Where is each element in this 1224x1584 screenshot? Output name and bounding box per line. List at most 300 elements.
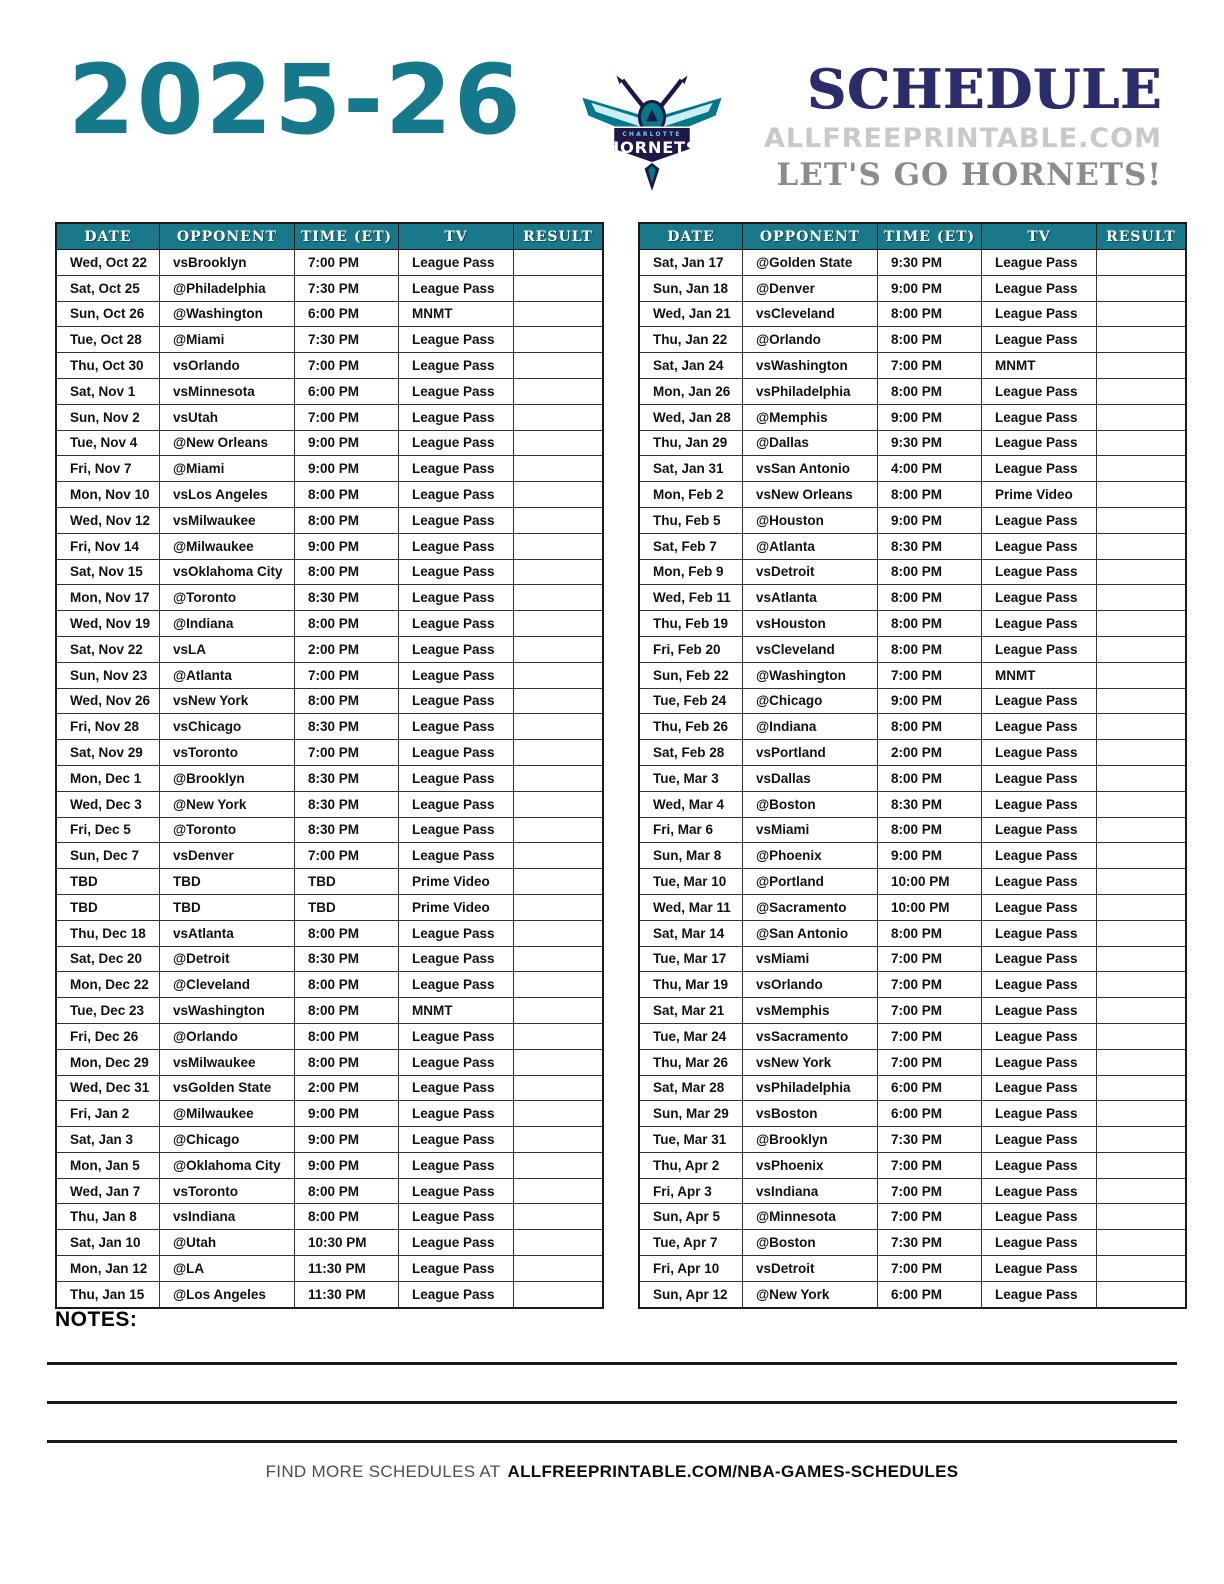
cell-opponent: vsLos Angeles <box>160 482 295 508</box>
cell-time: 7:30 PM <box>295 327 399 353</box>
table-row <box>639 894 1186 920</box>
cell-tv: League Pass <box>982 998 1097 1024</box>
notes-label: NOTES: <box>55 1308 138 1331</box>
cell-opponent: vsCleveland <box>743 301 878 327</box>
cell-date: Fri, Jan 2 <box>56 1101 160 1127</box>
cell-tv: League Pass <box>399 533 514 559</box>
cell-time: 8:00 PM <box>295 1178 399 1204</box>
cell-tv: Prime Video <box>399 894 514 920</box>
cell-result <box>1097 250 1187 276</box>
cell-opponent: @Sacramento <box>743 894 878 920</box>
cell-result <box>1097 1127 1187 1153</box>
cell-time: 9:00 PM <box>295 1101 399 1127</box>
table-row <box>56 559 603 585</box>
cell-result <box>1097 817 1187 843</box>
cell-result <box>514 1178 604 1204</box>
column-header: RESULT <box>1097 223 1187 250</box>
column-header: RESULT <box>514 223 604 250</box>
cell-time: 9:00 PM <box>878 843 982 869</box>
cell-time: 4:00 PM <box>878 456 982 482</box>
cell-time: 8:00 PM <box>295 1049 399 1075</box>
cell-tv: League Pass <box>399 404 514 430</box>
cell-date: Sun, Mar 8 <box>639 843 743 869</box>
table-row <box>639 611 1186 637</box>
table-row <box>639 1281 1186 1307</box>
table-row <box>639 301 1186 327</box>
table-row <box>639 765 1186 791</box>
cell-result <box>1097 1152 1187 1178</box>
cell-opponent: @Boston <box>743 1230 878 1256</box>
cell-result <box>1097 611 1187 637</box>
table-row <box>56 843 603 869</box>
cell-date: Sat, Jan 31 <box>639 456 743 482</box>
cell-date: Sat, Nov 1 <box>56 378 160 404</box>
cell-date: Fri, Feb 20 <box>639 636 743 662</box>
table-row <box>56 714 603 740</box>
cell-result <box>514 765 604 791</box>
cell-time: 7:30 PM <box>878 1230 982 1256</box>
table-row <box>56 611 603 637</box>
cell-opponent: @Golden State <box>743 250 878 276</box>
cell-tv: League Pass <box>982 688 1097 714</box>
cell-time: 9:00 PM <box>878 275 982 301</box>
cell-opponent: @Indiana <box>743 714 878 740</box>
cell-date: Sat, Jan 17 <box>639 250 743 276</box>
cell-date: Thu, Mar 26 <box>639 1049 743 1075</box>
cell-opponent: vsPhiladelphia <box>743 378 878 404</box>
cell-opponent: @Atlanta <box>743 533 878 559</box>
schedule-table-left <box>55 222 604 1309</box>
cell-opponent: @Miami <box>160 327 295 353</box>
table-row <box>639 1075 1186 1101</box>
cell-tv: League Pass <box>982 456 1097 482</box>
cell-time: 9:30 PM <box>878 430 982 456</box>
cell-opponent: @San Antonio <box>743 920 878 946</box>
cell-result <box>1097 1256 1187 1282</box>
cell-opponent: @New York <box>160 791 295 817</box>
cell-result <box>514 998 604 1024</box>
cell-time: 9:00 PM <box>878 688 982 714</box>
header-row <box>56 223 603 250</box>
cell-date: Fri, Nov 14 <box>56 533 160 559</box>
cell-result <box>1097 353 1187 379</box>
cell-tv: League Pass <box>399 1230 514 1256</box>
header-right <box>742 57 1162 193</box>
table-row <box>56 404 603 430</box>
cell-time: 10:00 PM <box>878 894 982 920</box>
cell-result <box>1097 533 1187 559</box>
cell-date: Mon, Feb 9 <box>639 559 743 585</box>
cell-result <box>514 327 604 353</box>
table-row <box>56 817 603 843</box>
cell-opponent: @Chicago <box>160 1127 295 1153</box>
cell-date: Fri, Mar 6 <box>639 817 743 843</box>
cell-tv: League Pass <box>399 740 514 766</box>
cell-tv: League Pass <box>399 1075 514 1101</box>
cell-tv: League Pass <box>399 507 514 533</box>
cell-time: 9:30 PM <box>878 250 982 276</box>
cell-time: 9:00 PM <box>295 430 399 456</box>
cell-time: 8:00 PM <box>295 507 399 533</box>
cell-result <box>1097 507 1187 533</box>
cell-opponent: @Memphis <box>743 404 878 430</box>
cell-opponent: @Brooklyn <box>160 765 295 791</box>
cell-result <box>514 1127 604 1153</box>
cell-opponent: @Cleveland <box>160 972 295 998</box>
cell-tv: League Pass <box>982 1152 1097 1178</box>
svg-text:HORNETS: HORNETS <box>605 138 699 158</box>
table-row <box>56 456 603 482</box>
cell-tv: League Pass <box>399 1281 514 1307</box>
cell-time: 8:30 PM <box>295 817 399 843</box>
cell-result <box>514 894 604 920</box>
cell-tv: League Pass <box>982 327 1097 353</box>
cell-date: Fri, Dec 5 <box>56 817 160 843</box>
cell-date: Thu, Jan 15 <box>56 1281 160 1307</box>
table-row <box>639 1204 1186 1230</box>
cell-opponent: @Toronto <box>160 585 295 611</box>
cell-result <box>514 611 604 637</box>
table-row <box>56 430 603 456</box>
cell-date: Fri, Apr 10 <box>639 1256 743 1282</box>
cell-tv: League Pass <box>399 250 514 276</box>
table-row <box>56 1204 603 1230</box>
cell-opponent: vsMilwaukee <box>160 507 295 533</box>
cell-time: 10:30 PM <box>295 1230 399 1256</box>
cell-opponent: vsDenver <box>160 843 295 869</box>
cell-opponent: @Washington <box>160 301 295 327</box>
cell-date: TBD <box>56 894 160 920</box>
cell-result <box>1097 946 1187 972</box>
cell-tv: League Pass <box>399 585 514 611</box>
cell-date: Sun, Dec 7 <box>56 843 160 869</box>
table-row <box>56 972 603 998</box>
cell-tv: League Pass <box>399 430 514 456</box>
cell-tv: Prime Video <box>399 869 514 895</box>
cell-time: 8:30 PM <box>295 714 399 740</box>
cell-result <box>514 1152 604 1178</box>
cell-result <box>514 920 604 946</box>
cell-tv: League Pass <box>982 1101 1097 1127</box>
cell-result <box>1097 1101 1187 1127</box>
cell-time: 7:00 PM <box>295 404 399 430</box>
cell-time: 8:00 PM <box>878 482 982 508</box>
cell-opponent: @Toronto <box>160 817 295 843</box>
cell-time: 6:00 PM <box>878 1075 982 1101</box>
cell-tv: League Pass <box>982 301 1097 327</box>
cell-time: 7:00 PM <box>878 353 982 379</box>
cell-tv: League Pass <box>982 869 1097 895</box>
cell-time: 8:00 PM <box>878 636 982 662</box>
cell-result <box>1097 559 1187 585</box>
cell-date: Mon, Dec 22 <box>56 972 160 998</box>
table-row <box>56 1101 603 1127</box>
cell-tv: MNMT <box>399 998 514 1024</box>
cell-tv: League Pass <box>399 456 514 482</box>
cell-result <box>514 1230 604 1256</box>
cell-tv: League Pass <box>982 1281 1097 1307</box>
table-row <box>639 688 1186 714</box>
cell-tv: League Pass <box>982 714 1097 740</box>
cell-tv: League Pass <box>399 327 514 353</box>
cell-opponent: @Chicago <box>743 688 878 714</box>
cell-opponent: @Philadelphia <box>160 275 295 301</box>
cell-date: Wed, Mar 4 <box>639 791 743 817</box>
cell-opponent: vsPortland <box>743 740 878 766</box>
cell-result <box>514 636 604 662</box>
cell-tv: MNMT <box>399 301 514 327</box>
cell-opponent: @Dallas <box>743 430 878 456</box>
cell-date: Sun, Apr 5 <box>639 1204 743 1230</box>
cell-result <box>1097 714 1187 740</box>
cell-date: Wed, Mar 11 <box>639 894 743 920</box>
cell-tv: League Pass <box>399 1127 514 1153</box>
cell-time: 8:00 PM <box>295 972 399 998</box>
cell-result <box>1097 1075 1187 1101</box>
cell-opponent: @Detroit <box>160 946 295 972</box>
cell-time: 8:00 PM <box>878 301 982 327</box>
table-row <box>56 250 603 276</box>
table-row <box>639 507 1186 533</box>
cell-opponent: @New Orleans <box>160 430 295 456</box>
cell-opponent: vsOrlando <box>743 972 878 998</box>
cell-date: Sat, Nov 15 <box>56 559 160 585</box>
cell-tv: League Pass <box>982 1204 1097 1230</box>
cell-time: 10:00 PM <box>878 869 982 895</box>
cell-time: 7:30 PM <box>295 275 399 301</box>
table-row <box>56 636 603 662</box>
cell-time: 7:00 PM <box>878 662 982 688</box>
cell-tv: League Pass <box>399 662 514 688</box>
cell-opponent: TBD <box>160 869 295 895</box>
cell-opponent: vsMemphis <box>743 998 878 1024</box>
hornet-logo-icon <box>578 52 726 210</box>
cell-tv: League Pass <box>982 507 1097 533</box>
cell-date: Tue, Feb 24 <box>639 688 743 714</box>
cell-result <box>1097 1230 1187 1256</box>
cell-result <box>514 843 604 869</box>
cell-tv: League Pass <box>982 946 1097 972</box>
cell-result <box>1097 327 1187 353</box>
cell-result <box>514 714 604 740</box>
cell-opponent: vsPhoenix <box>743 1152 878 1178</box>
site-credit: ALLFREEPRINTABLE.COM <box>764 123 1162 154</box>
cell-time: 11:30 PM <box>295 1281 399 1307</box>
cell-tv: League Pass <box>982 817 1097 843</box>
cell-time: 7:00 PM <box>295 843 399 869</box>
table-row <box>639 482 1186 508</box>
cell-opponent: vsMinnesota <box>160 378 295 404</box>
cell-time: 8:30 PM <box>295 585 399 611</box>
cell-time: 8:30 PM <box>295 765 399 791</box>
schedule-title: SCHEDULE <box>806 57 1162 121</box>
cell-tv: League Pass <box>982 430 1097 456</box>
cell-time: 8:00 PM <box>295 1023 399 1049</box>
cell-opponent: @Minnesota <box>743 1204 878 1230</box>
cell-date: Sun, Nov 23 <box>56 662 160 688</box>
cell-tv: League Pass <box>399 1178 514 1204</box>
cell-tv: League Pass <box>982 843 1097 869</box>
cell-date: Sat, Oct 25 <box>56 275 160 301</box>
cell-date: Thu, Mar 19 <box>639 972 743 998</box>
cell-time: 8:30 PM <box>878 791 982 817</box>
table-row <box>56 353 603 379</box>
table-row <box>639 920 1186 946</box>
cell-date: Wed, Oct 22 <box>56 250 160 276</box>
note-line <box>47 1440 1177 1443</box>
cell-date: Tue, Apr 7 <box>639 1230 743 1256</box>
cell-opponent: vsBoston <box>743 1101 878 1127</box>
table-row <box>56 585 603 611</box>
cell-date: Fri, Dec 26 <box>56 1023 160 1049</box>
table-row <box>639 327 1186 353</box>
cell-result <box>514 507 604 533</box>
cell-time: 9:00 PM <box>878 404 982 430</box>
column-header: OPPONENT <box>743 223 878 250</box>
cell-result <box>514 533 604 559</box>
cell-time: 7:00 PM <box>878 1152 982 1178</box>
cell-time: TBD <box>295 869 399 895</box>
cell-tv: League Pass <box>399 482 514 508</box>
cell-date: Fri, Apr 3 <box>639 1178 743 1204</box>
table-row <box>639 1101 1186 1127</box>
column-header: TIME (ET) <box>295 223 399 250</box>
cell-opponent: vsWashington <box>160 998 295 1024</box>
cell-time: 8:00 PM <box>878 765 982 791</box>
table-row <box>639 1152 1186 1178</box>
footer-link: ALLFREEPRINTABLE.COM/NBA-GAMES-SCHEDULES <box>507 1462 959 1481</box>
cell-time: 8:00 PM <box>295 688 399 714</box>
column-header: TV <box>982 223 1097 250</box>
cell-time: 8:00 PM <box>295 920 399 946</box>
table-row <box>56 688 603 714</box>
column-header: DATE <box>639 223 743 250</box>
table-row <box>639 946 1186 972</box>
cell-date: Wed, Jan 28 <box>639 404 743 430</box>
cell-tv: League Pass <box>399 353 514 379</box>
cell-date: Mon, Nov 10 <box>56 482 160 508</box>
cell-result <box>514 301 604 327</box>
cell-time: 7:00 PM <box>878 1256 982 1282</box>
cell-result <box>514 378 604 404</box>
cell-opponent: vsAtlanta <box>743 585 878 611</box>
cell-tv: League Pass <box>982 791 1097 817</box>
cell-time: 8:00 PM <box>878 585 982 611</box>
table-row <box>639 378 1186 404</box>
table-row <box>639 714 1186 740</box>
cell-opponent: @Orlando <box>160 1023 295 1049</box>
cell-tv: League Pass <box>982 585 1097 611</box>
cell-opponent: @Boston <box>743 791 878 817</box>
cell-date: Sat, Nov 22 <box>56 636 160 662</box>
table-row <box>56 507 603 533</box>
cell-tv: League Pass <box>399 378 514 404</box>
cell-opponent: vsLA <box>160 636 295 662</box>
cell-date: Sat, Jan 24 <box>639 353 743 379</box>
cell-date: Thu, Feb 5 <box>639 507 743 533</box>
table-row <box>639 1127 1186 1153</box>
cell-tv: League Pass <box>982 765 1097 791</box>
cell-date: Thu, Feb 19 <box>639 611 743 637</box>
cell-result <box>514 1101 604 1127</box>
cell-time: 8:00 PM <box>295 998 399 1024</box>
cell-opponent: vsOrlando <box>160 353 295 379</box>
cell-opponent: vsPhiladelphia <box>743 1075 878 1101</box>
cell-result <box>1097 482 1187 508</box>
table-row <box>56 740 603 766</box>
table-row <box>639 275 1186 301</box>
cell-result <box>1097 456 1187 482</box>
table-row <box>639 404 1186 430</box>
cell-opponent: vsWashington <box>743 353 878 379</box>
cell-date: Tue, Mar 10 <box>639 869 743 895</box>
cell-opponent: vsBrooklyn <box>160 250 295 276</box>
table-row <box>56 1152 603 1178</box>
cell-tv: League Pass <box>399 843 514 869</box>
table-row <box>56 1127 603 1153</box>
cell-tv: League Pass <box>399 1204 514 1230</box>
cell-opponent: vsChicago <box>160 714 295 740</box>
cell-result <box>514 740 604 766</box>
table-row <box>56 275 603 301</box>
cell-result <box>514 1049 604 1075</box>
cell-result <box>514 972 604 998</box>
cell-time: 7:30 PM <box>878 1127 982 1153</box>
table-row <box>56 1178 603 1204</box>
cell-tv: League Pass <box>399 275 514 301</box>
cell-time: 8:00 PM <box>878 327 982 353</box>
cell-time: 7:00 PM <box>295 250 399 276</box>
cell-opponent: @New York <box>743 1281 878 1307</box>
cell-opponent: vsUtah <box>160 404 295 430</box>
cell-time: 8:00 PM <box>878 920 982 946</box>
cell-opponent: @Orlando <box>743 327 878 353</box>
cell-opponent: @Washington <box>743 662 878 688</box>
cell-result <box>1097 301 1187 327</box>
cell-opponent: @Miami <box>160 456 295 482</box>
column-header: TV <box>399 223 514 250</box>
cell-result <box>1097 740 1187 766</box>
schedule-tables <box>55 222 1187 1309</box>
table-row <box>639 1230 1186 1256</box>
cell-time: 9:00 PM <box>295 1152 399 1178</box>
cell-result <box>514 404 604 430</box>
cell-result <box>514 1023 604 1049</box>
cell-date: Mon, Feb 2 <box>639 482 743 508</box>
cell-date: Wed, Dec 31 <box>56 1075 160 1101</box>
cell-time: 8:00 PM <box>878 817 982 843</box>
cell-date: Sun, Mar 29 <box>639 1101 743 1127</box>
header-row <box>639 223 1186 250</box>
cell-tv: League Pass <box>982 1023 1097 1049</box>
cell-tv: League Pass <box>399 688 514 714</box>
table-row <box>639 585 1186 611</box>
cell-tv: League Pass <box>399 946 514 972</box>
column-header: TIME (ET) <box>878 223 982 250</box>
cell-result <box>514 817 604 843</box>
note-line <box>47 1362 1177 1365</box>
table-row <box>639 353 1186 379</box>
cell-date: Sun, Jan 18 <box>639 275 743 301</box>
cell-date: Sat, Jan 10 <box>56 1230 160 1256</box>
cell-result <box>514 869 604 895</box>
cell-time: 8:00 PM <box>878 559 982 585</box>
cell-time: 7:00 PM <box>878 1049 982 1075</box>
cell-result <box>1097 404 1187 430</box>
cell-date: Mon, Dec 1 <box>56 765 160 791</box>
cell-date: Sat, Mar 14 <box>639 920 743 946</box>
cell-tv: League Pass <box>982 636 1097 662</box>
